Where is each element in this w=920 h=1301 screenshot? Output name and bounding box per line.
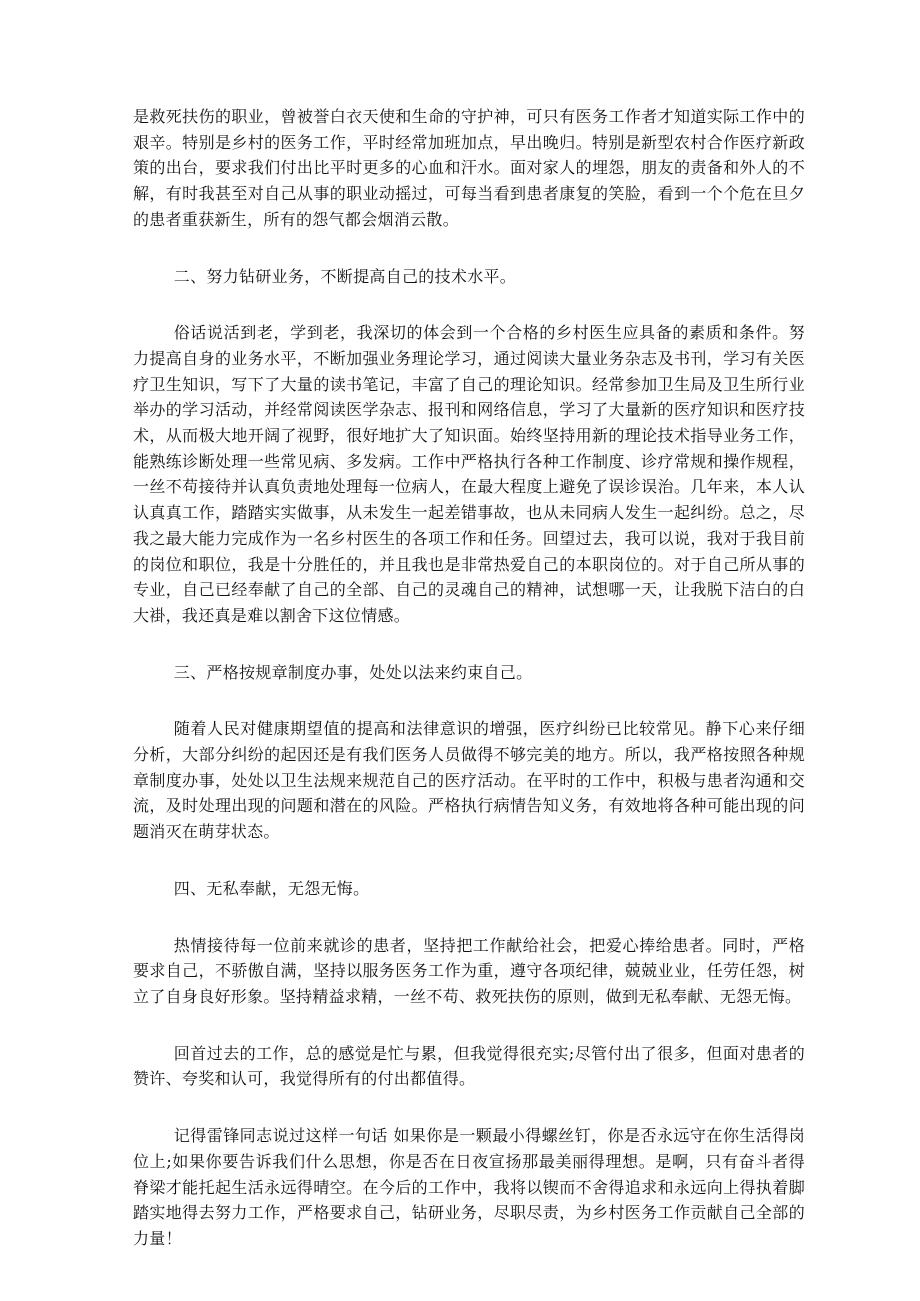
section-heading-2: 二、努力钻研业务，不断提高自己的技术水平。 xyxy=(173,266,517,286)
paragraph-intro-continuation: 是救死扶伤的职业，曾被誉白衣天使和生命的守护神，可只有医务工作者才知道实际工作中的艰辛。特别是乡村的医务工作，平时经常加班加点，早出晚归。特别是新型农村合作医疗新政策的出台，要求我们付出比平时更多的心血和汗水。面对家人的埋怨，朋友的责备和外人的不解，有时我甚至对自己从事的职业动摇过，可每当看到患者康复的笑脸，看到一个个危在旦夕的患者重获新生，所有的怨气都会烟消云散。 xyxy=(133,107,805,229)
paragraph-review: 回首过去的工作，总的感觉是忙与累，但我觉得很充实;尽管付出了很多，但面对患者的赞许、夸奖和认可，我觉得所有的付出都值得。 xyxy=(133,1043,805,1089)
paragraph-rules: 随着人民对健康期望值的提高和法律意识的增强，医疗纠纷已比较常见。静下心来仔细分析，大部分纠纷的起因还是有我们医务人员做得不够完美的地方。所以，我严格按照各种规章制度办事，处处以卫生法规来规范自己的医疗活动。在平时的工作中，积极与患者沟通和交流，及时处理出现的问题和潜在的风险。严格执行病情告知义务，有效地将各种可能出现的问题消灭在萌芽状态。 xyxy=(133,719,805,842)
paragraph-conclusion: 记得雷锋同志说过这样一句话 如果你是一颗最小得螺丝钉，你是否永远守在你生活得岗位上;如果你要告诉我们什么思想，你是否在日夜宣扬那最美丽得理想。是啊，只有奋斗者得脊梁才能托起生活永远得晴空。在今后的工作中，我将以锲而不舍得追求和永远向上得执着脚踏实地得去努力工作，严格要求自己，钻研业务，尽职尽责，为乡村医务工作贡献自己全部的力量！ xyxy=(133,1126,805,1248)
section-heading-3: 三、严格按规章制度办事，处处以法来约束自己。 xyxy=(173,662,533,682)
paragraph-dedication: 热情接待每一位前来就诊的患者，坚持把工作献给社会，把爱心捧给患者。同时，严格要求自己，不骄傲自满，坚持以服务医务工作为重，遵守各项纪律，兢兢业业，任劳任怨，树立了自身良好形象。坚持精益求精，一丝不苟、救死扶伤的原则，做到无私奉献、无怨无悔。 xyxy=(133,935,805,1006)
document-page xyxy=(133,104,805,1283)
paragraph-study: 俗话说活到老，学到老，我深切的体会到一个合格的乡村医生应具备的素质和条件。努力提高自身的业务水平，不断加强业务理论学习，通过阅读大量业务杂志及书刊，学习有关医疗卫生知识，写下了大量的读书笔记，丰富了自己的理论知识。经常参加卫生局及卫生所行业举办的学习活动，并经常阅读医学杂志、报刊和网络信息，学习了大量新的医疗知识和医疗技术，从而极大地开阔了视野，很好地扩大了知识面。始终坚持用新的理论技术指导业务工作，能熟练诊断处理一些常见病、多发病。工作中严格执行各种工作制度、诊疗常规和操作规程，一丝不苟接待并认真负责地处理每一位病人，在最大程度上避免了误诊误治。几年来，本人认认真真工作，踏踏实实做事，从未发生一起差错事故，也从未同病人发生一起纠纷。总之，尽我之最大能力完成作为一名乡村医生的各项工作和任务。回望过去，我可以说，我对于我目前的岗位和职位，我是十分胜任的，并且我也是非常热爱自己的本职岗位的。对于自己所从事的专业，自己已经奉献了自己的全部、自己的灵魂自己的精神，试想哪一天，让我脱下洁白的白大褂，我还真是难以割舍下这位情感。 xyxy=(133,323,805,625)
section-heading-4: 四、无私奉献，无怨无悔。 xyxy=(173,878,370,898)
